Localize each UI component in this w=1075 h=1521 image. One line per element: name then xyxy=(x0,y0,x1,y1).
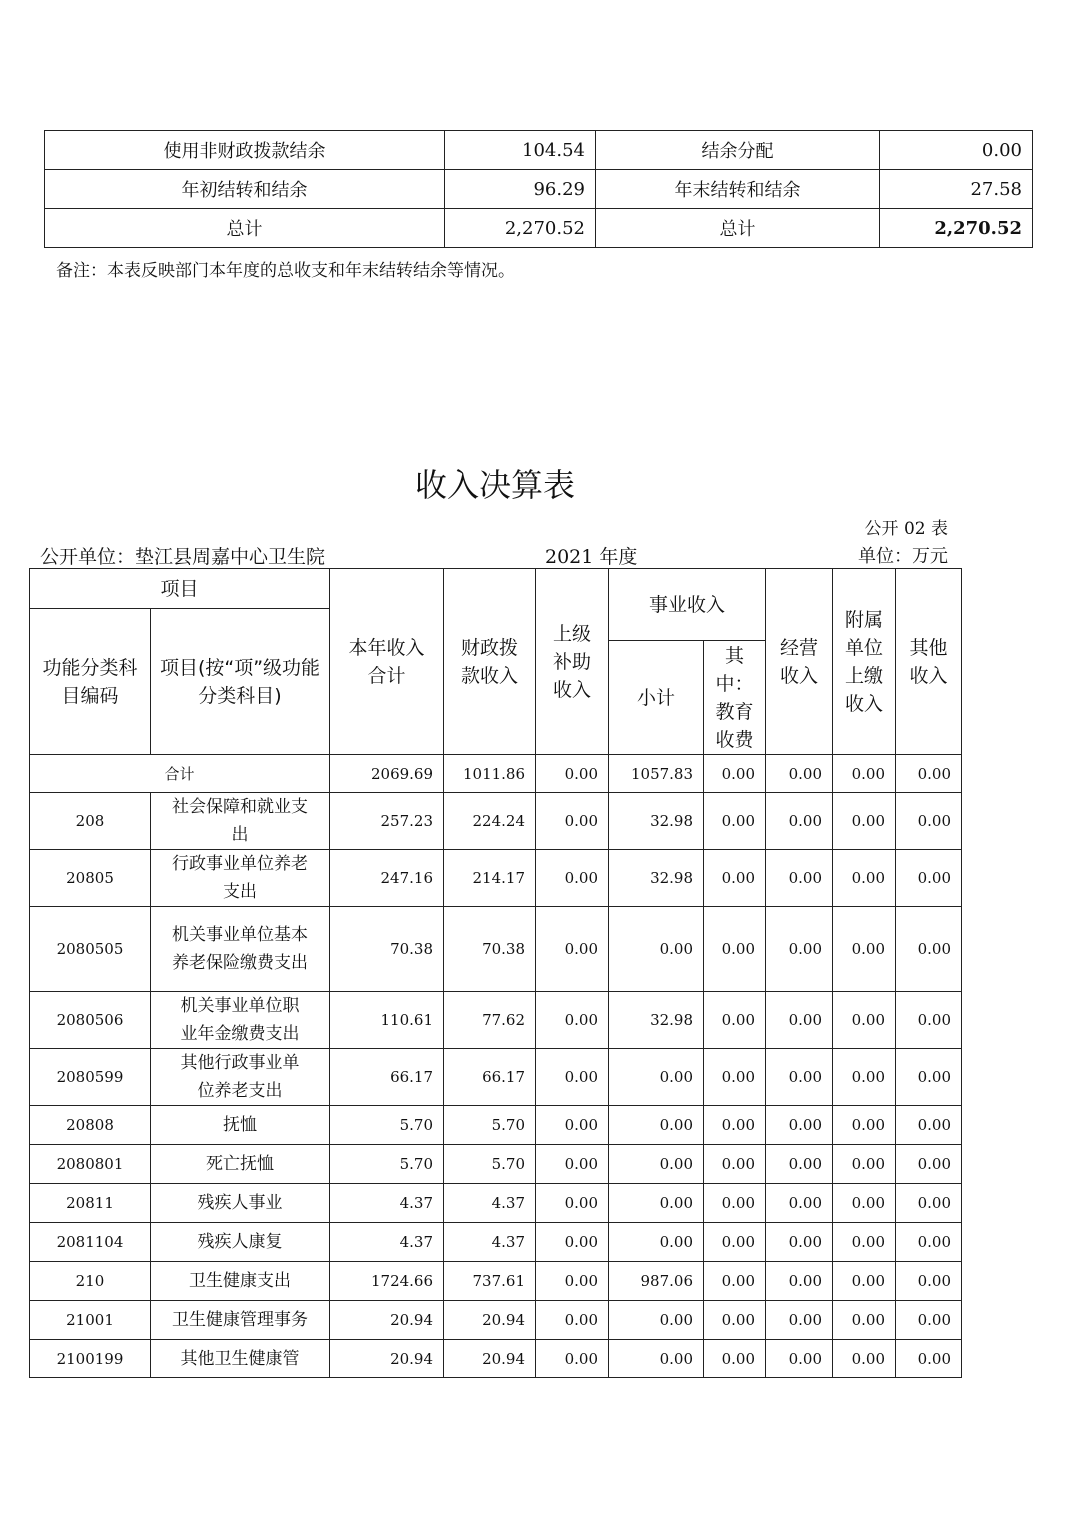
value-cell: 4.37 xyxy=(444,1184,536,1223)
value-cell: 0.00 xyxy=(536,907,609,992)
value-cell: 0.00 xyxy=(704,1262,766,1301)
value-cell: 32.98 xyxy=(609,850,704,907)
header-name-text: 项目(按“项”级功能分类科目) xyxy=(159,656,321,707)
table-row xyxy=(30,1223,962,1262)
item-name: 机关事业单位职业年金缴费支出 xyxy=(180,996,300,1044)
function-code: 2100199 xyxy=(30,1340,151,1378)
summary-right-value: 2,270.52 xyxy=(880,209,1033,248)
value-cell: 0.00 xyxy=(896,1301,962,1340)
value-cell: 66.17 xyxy=(444,1049,536,1106)
value-cell: 0.00 xyxy=(896,1106,962,1145)
value-cell: 66.17 xyxy=(330,1049,444,1106)
item-name: 抚恤 xyxy=(223,1115,257,1135)
value-cell: 5.70 xyxy=(444,1106,536,1145)
table-row xyxy=(30,850,962,907)
value-cell: 70.38 xyxy=(444,907,536,992)
summary-right-value: 0.00 xyxy=(880,131,1033,170)
value-cell: 20.94 xyxy=(330,1301,444,1340)
value-cell: 0.00 xyxy=(609,1340,704,1378)
item-name: 卫生健康支出 xyxy=(189,1271,291,1291)
value-cell: 0.00 xyxy=(609,1184,704,1223)
value-cell: 0.00 xyxy=(896,907,962,992)
total-cell: 1011.86 xyxy=(444,755,536,793)
value-cell: 0.00 xyxy=(536,1049,609,1106)
value-cell: 0.00 xyxy=(766,1340,833,1378)
value-cell: 0.00 xyxy=(766,907,833,992)
summary-row-total xyxy=(45,209,1033,248)
total-cell: 0.00 xyxy=(833,755,896,793)
value-cell: 0.00 xyxy=(704,793,766,850)
table-row xyxy=(30,1049,962,1106)
item-name-cell xyxy=(151,1223,330,1262)
table-row xyxy=(30,907,962,992)
value-cell: 32.98 xyxy=(609,992,704,1049)
item-name-cell xyxy=(151,907,330,992)
item-name-cell xyxy=(151,992,330,1049)
value-cell: 20.94 xyxy=(330,1340,444,1378)
function-code: 2080506 xyxy=(30,992,151,1049)
value-cell: 0.00 xyxy=(536,992,609,1049)
value-cell: 4.37 xyxy=(330,1184,444,1223)
value-cell: 0.00 xyxy=(766,1301,833,1340)
table-row xyxy=(30,1262,962,1301)
value-cell: 5.70 xyxy=(330,1106,444,1145)
header-subtotal: 小计 xyxy=(609,641,704,755)
value-cell: 0.00 xyxy=(833,850,896,907)
value-cell: 77.62 xyxy=(444,992,536,1049)
value-cell: 0.00 xyxy=(766,1145,833,1184)
value-cell: 0.00 xyxy=(609,1145,704,1184)
value-cell: 0.00 xyxy=(766,793,833,850)
value-cell: 0.00 xyxy=(704,1145,766,1184)
item-name-cell xyxy=(151,1049,330,1106)
value-cell: 0.00 xyxy=(609,1049,704,1106)
form-number: 公开 02 表 xyxy=(864,519,948,539)
value-cell: 0.00 xyxy=(536,793,609,850)
value-cell: 0.00 xyxy=(609,1301,704,1340)
table-row xyxy=(30,1301,962,1340)
header-superior-text: 上级补助收入 xyxy=(553,622,592,701)
value-cell: 0.00 xyxy=(833,793,896,850)
function-code: 208 xyxy=(30,793,151,850)
value-cell: 0.00 xyxy=(833,992,896,1049)
value-cell: 0.00 xyxy=(896,992,962,1049)
value-cell: 0.00 xyxy=(833,1301,896,1340)
total-cell: 0.00 xyxy=(896,755,962,793)
table-row xyxy=(30,992,962,1049)
summary-left-label: 年初结转和结余 xyxy=(45,170,445,209)
value-cell: 0.00 xyxy=(766,992,833,1049)
value-cell: 0.00 xyxy=(766,1049,833,1106)
header-other-text: 其他收入 xyxy=(909,636,948,687)
value-cell: 0.00 xyxy=(833,1184,896,1223)
summary-left-value: 96.29 xyxy=(445,170,596,209)
summary-row xyxy=(45,170,1033,209)
income-table xyxy=(29,568,962,1378)
summary-left-value: 104.54 xyxy=(445,131,596,170)
table-row xyxy=(30,1145,962,1184)
function-code: 2080801 xyxy=(30,1145,151,1184)
value-cell: 0.00 xyxy=(704,992,766,1049)
total-label: 合计 xyxy=(30,755,330,793)
header-edu-text: 其中：教育收费 xyxy=(715,644,754,751)
value-cell: 0.00 xyxy=(896,1184,962,1223)
value-cell: 5.70 xyxy=(330,1145,444,1184)
item-name: 社会保障和就业支出 xyxy=(172,797,308,845)
summary-left-value: 2,270.52 xyxy=(445,209,596,248)
header-total-text: 本年收入合计 xyxy=(348,636,425,687)
value-cell: 4.37 xyxy=(444,1223,536,1262)
item-name: 卫生健康管理事务 xyxy=(172,1310,308,1330)
header-affiliated-text: 附属单位上缴收入 xyxy=(845,608,884,715)
header-operating-text: 经营收入 xyxy=(780,636,819,687)
table-row xyxy=(30,1340,962,1378)
value-cell: 0.00 xyxy=(833,1049,896,1106)
summary-right-label: 总计 xyxy=(596,209,880,248)
value-cell: 214.17 xyxy=(444,850,536,907)
value-cell: 0.00 xyxy=(766,1262,833,1301)
value-cell: 0.00 xyxy=(704,1049,766,1106)
item-name-cell xyxy=(151,1340,330,1378)
header-code xyxy=(30,609,151,755)
item-name-cell xyxy=(151,1184,330,1223)
total-cell: 1057.83 xyxy=(609,755,704,793)
table-note: 备注：本表反映部门本年度的总收支和年末结转结余等情况。 xyxy=(56,261,515,281)
summary-left-label: 总计 xyxy=(45,209,445,248)
header-item: 项目 xyxy=(30,569,330,609)
value-cell: 0.00 xyxy=(704,1223,766,1262)
total-cell: 2069.69 xyxy=(330,755,444,793)
value-cell: 0.00 xyxy=(536,1184,609,1223)
summary-right-label: 年末结转和结余 xyxy=(596,170,880,209)
header-fiscal xyxy=(444,569,536,755)
value-cell: 0.00 xyxy=(833,1262,896,1301)
value-cell: 0.00 xyxy=(704,850,766,907)
value-cell: 0.00 xyxy=(704,1106,766,1145)
summary-left-label: 使用非财政拨款结余 xyxy=(45,131,445,170)
value-cell: 0.00 xyxy=(896,1145,962,1184)
total-cell: 0.00 xyxy=(704,755,766,793)
value-cell: 0.00 xyxy=(536,1262,609,1301)
header-superior xyxy=(536,569,609,755)
reporting-unit: 公开单位：垫江县周嘉中心卫生院 xyxy=(40,546,326,568)
value-cell: 4.37 xyxy=(330,1223,444,1262)
currency-unit: 单位：万元 xyxy=(858,546,948,567)
value-cell: 0.00 xyxy=(536,1145,609,1184)
value-cell: 0.00 xyxy=(833,1145,896,1184)
value-cell: 5.70 xyxy=(444,1145,536,1184)
value-cell: 20.94 xyxy=(444,1301,536,1340)
value-cell: 0.00 xyxy=(896,1262,962,1301)
item-name-cell xyxy=(151,793,330,850)
function-code: 2080505 xyxy=(30,907,151,992)
fiscal-year: 2021 年度 xyxy=(545,546,638,568)
value-cell: 0.00 xyxy=(896,850,962,907)
value-cell: 987.06 xyxy=(609,1262,704,1301)
item-name-cell xyxy=(151,1145,330,1184)
header-code-text: 功能分类科目编码 xyxy=(42,656,138,707)
value-cell: 257.23 xyxy=(330,793,444,850)
item-name: 其他卫生健康管 xyxy=(180,1348,300,1369)
function-code: 20808 xyxy=(30,1106,151,1145)
item-name: 残疾人事业 xyxy=(197,1193,283,1213)
value-cell: 110.61 xyxy=(330,992,444,1049)
value-cell: 0.00 xyxy=(896,793,962,850)
header-affiliated xyxy=(833,569,896,755)
header-operating xyxy=(766,569,833,755)
value-cell: 0.00 xyxy=(766,850,833,907)
summary-table xyxy=(44,130,1033,248)
item-name: 机关事业单位基本养老保险缴费支出 xyxy=(172,925,308,973)
item-name: 行政事业单位养老支出 xyxy=(172,854,308,902)
value-cell: 0.00 xyxy=(704,1340,766,1378)
value-cell: 0.00 xyxy=(536,850,609,907)
header-other xyxy=(896,569,962,755)
function-code: 210 xyxy=(30,1262,151,1301)
value-cell: 0.00 xyxy=(704,1301,766,1340)
value-cell: 0.00 xyxy=(536,1106,609,1145)
value-cell: 224.24 xyxy=(444,793,536,850)
value-cell: 0.00 xyxy=(766,1184,833,1223)
value-cell: 0.00 xyxy=(833,1340,896,1378)
header-total xyxy=(330,569,444,755)
item-name-cell xyxy=(151,1106,330,1145)
value-cell: 737.61 xyxy=(444,1262,536,1301)
table-row xyxy=(30,1106,962,1145)
table-row xyxy=(30,1184,962,1223)
header-name xyxy=(151,609,330,755)
header-edu xyxy=(704,641,766,755)
item-name: 残疾人康复 xyxy=(197,1232,283,1252)
value-cell: 0.00 xyxy=(833,1223,896,1262)
value-cell: 70.38 xyxy=(330,907,444,992)
item-name: 其他行政事业单位养老支出 xyxy=(180,1053,300,1101)
value-cell: 0.00 xyxy=(704,1184,766,1223)
item-name: 死亡抚恤 xyxy=(206,1154,274,1174)
value-cell: 0.00 xyxy=(833,907,896,992)
function-code: 2080599 xyxy=(30,1049,151,1106)
item-name-cell xyxy=(151,1262,330,1301)
value-cell: 0.00 xyxy=(704,907,766,992)
total-row xyxy=(30,755,962,793)
item-name-cell xyxy=(151,1301,330,1340)
value-cell: 0.00 xyxy=(833,1106,896,1145)
summary-row xyxy=(45,131,1033,170)
summary-right-label: 结余分配 xyxy=(596,131,880,170)
total-cell: 0.00 xyxy=(536,755,609,793)
table-row xyxy=(30,793,962,850)
value-cell: 0.00 xyxy=(609,907,704,992)
value-cell: 0.00 xyxy=(536,1340,609,1378)
function-code: 21001 xyxy=(30,1301,151,1340)
item-name-cell xyxy=(151,850,330,907)
value-cell: 0.00 xyxy=(896,1223,962,1262)
header-fiscal-text: 财政拨款收入 xyxy=(461,636,519,687)
value-cell: 0.00 xyxy=(766,1223,833,1262)
value-cell: 20.94 xyxy=(444,1340,536,1378)
value-cell: 32.98 xyxy=(609,793,704,850)
value-cell: 0.00 xyxy=(536,1223,609,1262)
function-code: 2081104 xyxy=(30,1223,151,1262)
function-code: 20811 xyxy=(30,1184,151,1223)
summary-right-value: 27.58 xyxy=(880,170,1033,209)
value-cell: 0.00 xyxy=(536,1301,609,1340)
value-cell: 0.00 xyxy=(609,1223,704,1262)
value-cell: 0.00 xyxy=(766,1106,833,1145)
function-code: 20805 xyxy=(30,850,151,907)
page-title: 收入决算表 xyxy=(414,466,575,504)
value-cell: 1724.66 xyxy=(330,1262,444,1301)
value-cell: 247.16 xyxy=(330,850,444,907)
header-business: 事业收入 xyxy=(609,569,766,641)
value-cell: 0.00 xyxy=(896,1340,962,1378)
value-cell: 0.00 xyxy=(896,1049,962,1106)
total-cell: 0.00 xyxy=(766,755,833,793)
value-cell: 0.00 xyxy=(609,1106,704,1145)
